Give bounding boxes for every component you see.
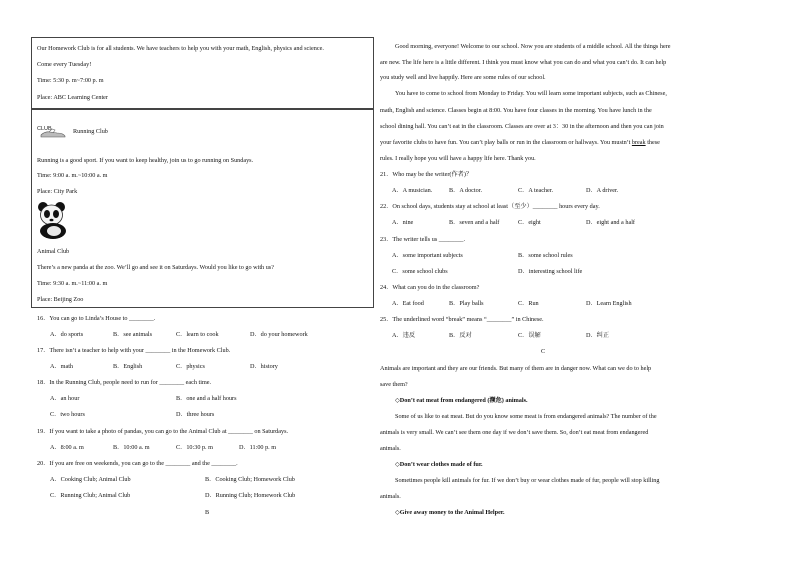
q22-option-c: C．eight — [518, 219, 541, 226]
q16-option-b: B．see animals — [113, 331, 153, 338]
club-logo-text: CLUB — [37, 126, 52, 132]
q21-option-d: D．A driver. — [586, 187, 619, 194]
running-club-title: Running Club — [73, 128, 108, 135]
clubs-box — [31, 108, 374, 308]
homework-club-schedule: Come every Tuesday! — [37, 61, 92, 68]
q22-option-a: A．nine — [392, 219, 414, 226]
q17-option-c: C．physics — [176, 363, 205, 370]
q20-option-d: D．Running Club; Homework Club — [205, 492, 296, 499]
q23-option-c: C．some school clubs — [392, 268, 448, 275]
passage-b-line-7 — [380, 139, 660, 146]
question-20-stem: 20．If you are free on weekends, you can go to the ________ and the ________. — [37, 460, 238, 467]
q16-option-d: D．do your homework — [250, 331, 308, 338]
passage-c-p1-line-2: animals is very small. We can’t see them one day if we don’t save them. So, don’t eat meat from endangered — [380, 429, 649, 436]
q16-option-c: C．learn to cook — [176, 331, 219, 338]
q19-option-b: B．10:00 a. m — [113, 444, 150, 451]
q25-option-b: B．反对 — [449, 332, 472, 339]
q19-option-a: A．8:00 a. m — [50, 444, 84, 451]
q21-option-b: B．A doctor. — [449, 187, 482, 194]
passage-c-heading-2: ◇Don’t wear clothes made of fur. — [395, 461, 483, 468]
question-19-stem: 19．If you want to take a photo of pandas, you can go to the Animal Club at ________ on Saturdays. — [37, 428, 289, 435]
question-21-stem: 21．Who may be the writer(作者)？ — [380, 171, 473, 178]
passage-b-line-4: You have to come to school from Monday to Friday. You will learn some important subjects, such as Chinese, — [395, 90, 667, 97]
passage-b-line-6: school dining hall. You can’t eat in the classroom. Classes are over at 3：30 in the afternoon and then you can join — [380, 123, 664, 130]
passage-b-line-2: are new. The life here is a little different. I think you must know what you can do and what you can’t do. It can help — [380, 59, 667, 66]
passage-c-intro-2: save them? — [380, 381, 408, 388]
passage-c-heading-1: ◇Don’t eat meat from endangered (濒危) animals. — [395, 397, 528, 404]
q17-option-a: A．math — [50, 363, 74, 370]
q19-option-c: C．10:30 p. m — [176, 444, 213, 451]
q18-option-c: C．two hours — [50, 411, 85, 418]
q20-option-b: B．Cooking Club; Homework Club — [205, 476, 295, 483]
q17-option-d: D．history — [250, 363, 278, 370]
homework-club-time: Time: 5:30 p. m~7:00 p. m — [37, 77, 104, 84]
animal-club-place: Place: Beijing Zoo — [37, 296, 84, 303]
passage-b-line-5: math, English and science. Classes begin at 8:00. You have four classes in the morning. You have lunch in the — [380, 107, 652, 114]
q25-option-a: A．违反 — [392, 332, 416, 339]
question-24-stem: 24．What can you do in the classroom? — [380, 284, 480, 291]
q24-option-a: A．Eat food — [392, 300, 424, 307]
passage-c-p1-line-1: Some of us like to eat meat. But do you know some meat is from endangered animals? The number of the — [395, 413, 657, 420]
passage-b-line-7-text: your favorite clubs to have fun. You can’t play balls or run in the classroom or hallways. You mustn’t — [380, 139, 632, 146]
running-shoe-icon — [37, 124, 69, 138]
q18-option-d: D．three hours — [176, 411, 215, 418]
running-club-intro: Running is a good sport. If you want to keep healthy, join us to go running on Sundays. — [37, 157, 254, 164]
question-18-stem: 18．In the Running Club, people need to run for ________ each time. — [37, 379, 212, 386]
question-22-stem: 22．On school days, students stay at school at least（至少）________ hours every day. — [380, 203, 600, 210]
q24-option-d: D．Learn English — [586, 300, 632, 307]
animal-club-time: Time: 9:30 a. m.~11:00 a. m — [37, 280, 108, 287]
q20-option-a: A．Cooking Club; Animal Club — [50, 476, 131, 483]
panda-icon — [36, 201, 70, 239]
q18-option-a: A．an hour — [50, 395, 80, 402]
q22-option-b: B．seven and a half — [449, 219, 500, 226]
animal-club-title: Animal Club — [37, 248, 70, 255]
q22-option-d: D．eight and a half — [586, 219, 635, 226]
q16-option-a: A．do sports — [50, 331, 84, 338]
question-16-stem: 16．You can go to Linda’s House to ________. — [37, 315, 156, 322]
passage-c-intro-1: Animals are important and they are our friends. But many of them are in danger now. What can we do to help — [380, 365, 652, 372]
q21-option-a: A．A musician. — [392, 187, 433, 194]
q25-option-d: D．纠正 — [586, 332, 610, 339]
underlined-word-break: break — [631, 139, 646, 146]
question-23-stem: 23．The writer tells us ________. — [380, 236, 466, 243]
q17-option-b: B．English — [113, 363, 143, 370]
q25-option-c: C．误解 — [518, 332, 541, 339]
passage-c-p2-line-1: Sometimes people kill animals for fur. If we don’t buy or wear clothes made of fur, people will stop killing — [395, 477, 660, 484]
homework-club-intro: Our Homework Club is for all students. We have teachers to help you with your math, English, physics and science. — [37, 45, 324, 52]
q24-option-c: C．Run — [518, 300, 539, 307]
question-17-stem: 17．There isn’t a teacher to help with your ________ in the Homework Club. — [37, 347, 231, 354]
q18-option-b: B．one and a half hours — [176, 395, 237, 402]
q23-option-d: D．interesting school life — [518, 268, 583, 275]
passage-c-p2-line-2: animals. — [380, 493, 401, 500]
passage-c-p1-line-3: animals. — [380, 445, 401, 452]
homework-club-place: Place: ABC Learning Center — [37, 94, 108, 101]
question-25-stem: 25．The underlined word “break” means “________” in Chinese. — [380, 316, 544, 323]
q23-option-b: B．some school rules — [518, 252, 573, 259]
passage-b-line-1: Good morning, everyone! Welcome to our school. Now you are students of a middle school. All the things here — [395, 43, 671, 50]
running-club-place: Place: City Park — [37, 188, 78, 195]
passage-c-heading-3: ◇Give away money to the Animal Helper. — [395, 509, 505, 516]
running-club-time: Time: 9:00 a. m.~10:00 a. m — [37, 172, 108, 179]
passage-b-line-3: you study well and live happily. Here are some rules of our school. — [380, 74, 546, 81]
section-letter-b: B — [205, 509, 210, 516]
animal-club-intro: There’s a new panda at the zoo. We’ll go and see it on Saturdays. Would you like to go with us? — [37, 264, 274, 271]
section-letter-c: C — [541, 348, 546, 355]
q23-option-a: A．some important subjects — [392, 252, 463, 259]
q19-option-d: D．11:00 p. m — [239, 444, 277, 451]
q21-option-c: C．A teacher. — [518, 187, 554, 194]
q24-option-b: B．Play balls — [449, 300, 484, 307]
passage-b-line-8: rules. I really hope you will have a happy life here. Thank you. — [380, 155, 536, 162]
passage-b-line-7-end: these — [645, 139, 660, 146]
q20-option-c: C．Running Club; Animal Club — [50, 492, 131, 499]
